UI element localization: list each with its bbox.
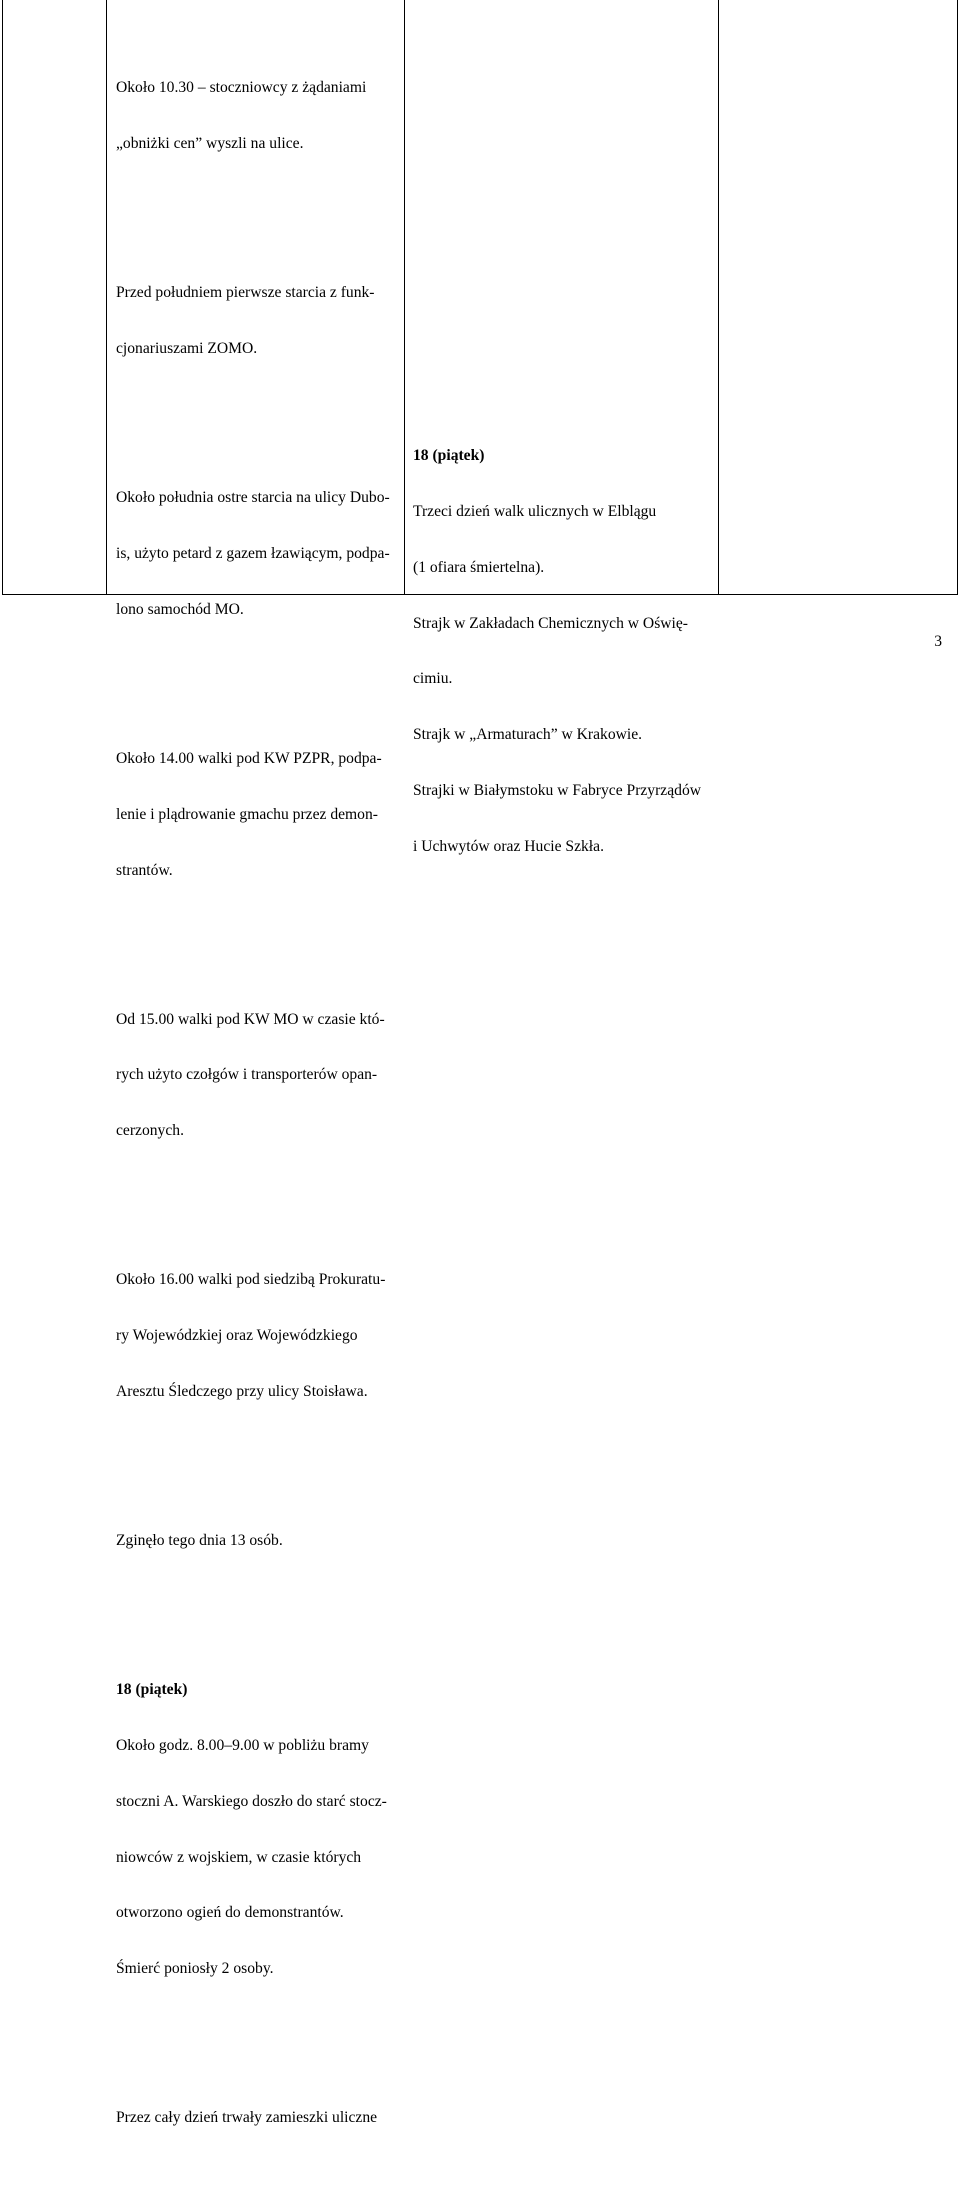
table-border-left [2,0,3,595]
column-divider-2 [404,0,405,595]
text-line: ry Wojewódzkiej oraz Wojewódzkiego [116,1327,358,1345]
date-heading: 18 (piątek) [116,1681,188,1699]
events-column [116,5,401,2202]
text-line: lenie i plądrowanie gmachu przez demon- [116,805,378,823]
text-line: Strajk w „Armaturach” w Krakowie. [413,726,643,744]
text-line: Od 15.00 walki pod KW MO w czasie któ- [116,1010,385,1028]
text-line: niowców z wojskiem, w czasie których [116,1848,362,1866]
text-line: cimiu. [413,670,453,688]
event-entry [116,42,401,191]
event-entry [116,247,401,396]
event-entry [116,1644,401,2016]
text-line: cerzonych. [116,1122,184,1140]
text-line: Przez cały dzień trwały zamieszki uliczne [116,2109,378,2127]
event-entry [116,713,401,918]
text-line: Trzeci dzień walk ulicznych w Elblągu [413,502,657,520]
text-line: strantów. [116,861,173,879]
event-entry [116,1234,401,1439]
event-entry [116,2072,401,2165]
event-entry [116,1495,401,1588]
text-line: is, użyto petard z gazem łzawiącym, podpa- [116,545,390,563]
text-line: stoczni A. Warskiego doszło do starć stocz- [116,1792,387,1810]
text-line: Aresztu Śledczego przy ulicy Stoisława. [116,1382,368,1400]
text-line: (1 ofiara śmiertelna). [413,558,545,576]
text-line: Około 16.00 walki pod siedzibą Prokuratu- [116,1271,386,1289]
text-line: Strajki w Białymstoku w Fabryce Przyrządów [413,781,701,799]
event-entry [116,974,401,1179]
text-line: „obniżki cen” wyszli na ulice. [116,135,304,153]
text-line: Około godz. 8.00–9.00 w pobliżu bramy [116,1737,369,1755]
text-line: cjonariuszami ZOMO. [116,340,258,358]
page-number: 3 [934,633,942,650]
table-border-right [957,0,958,595]
text-line: Strajk w Zakładach Chemicznych w Oświę- [413,614,688,632]
date-heading: 18 (piątek) [413,447,485,465]
event-entry [116,452,401,657]
column-divider-1 [106,0,107,595]
text-line: Około południa ostre starcia na ulicy Dubo- [116,489,390,507]
text-line: Około 14.00 walki pod KW PZPR, podpa- [116,749,382,767]
text-line: Około 10.30 – stoczniowcy z żądaniami [116,79,367,97]
column-divider-3 [718,0,719,595]
text-line: otworzono ogień do demonstrantów. [116,1904,344,1922]
text-line: rych użyto czołgów i transporterów opan- [116,1066,378,1084]
text-line: Śmierć poniosły 2 osoby. [116,1960,274,1978]
text-line: Przed południem pierwsze starcia z funk- [116,284,375,302]
text-line: Zginęło tego dnia 13 osób. [116,1532,283,1550]
text-line: lono samochód MO. [116,600,244,618]
country-events-column [413,410,716,893]
text-line: i Uchwytów oraz Hucie Szkła. [413,837,604,855]
